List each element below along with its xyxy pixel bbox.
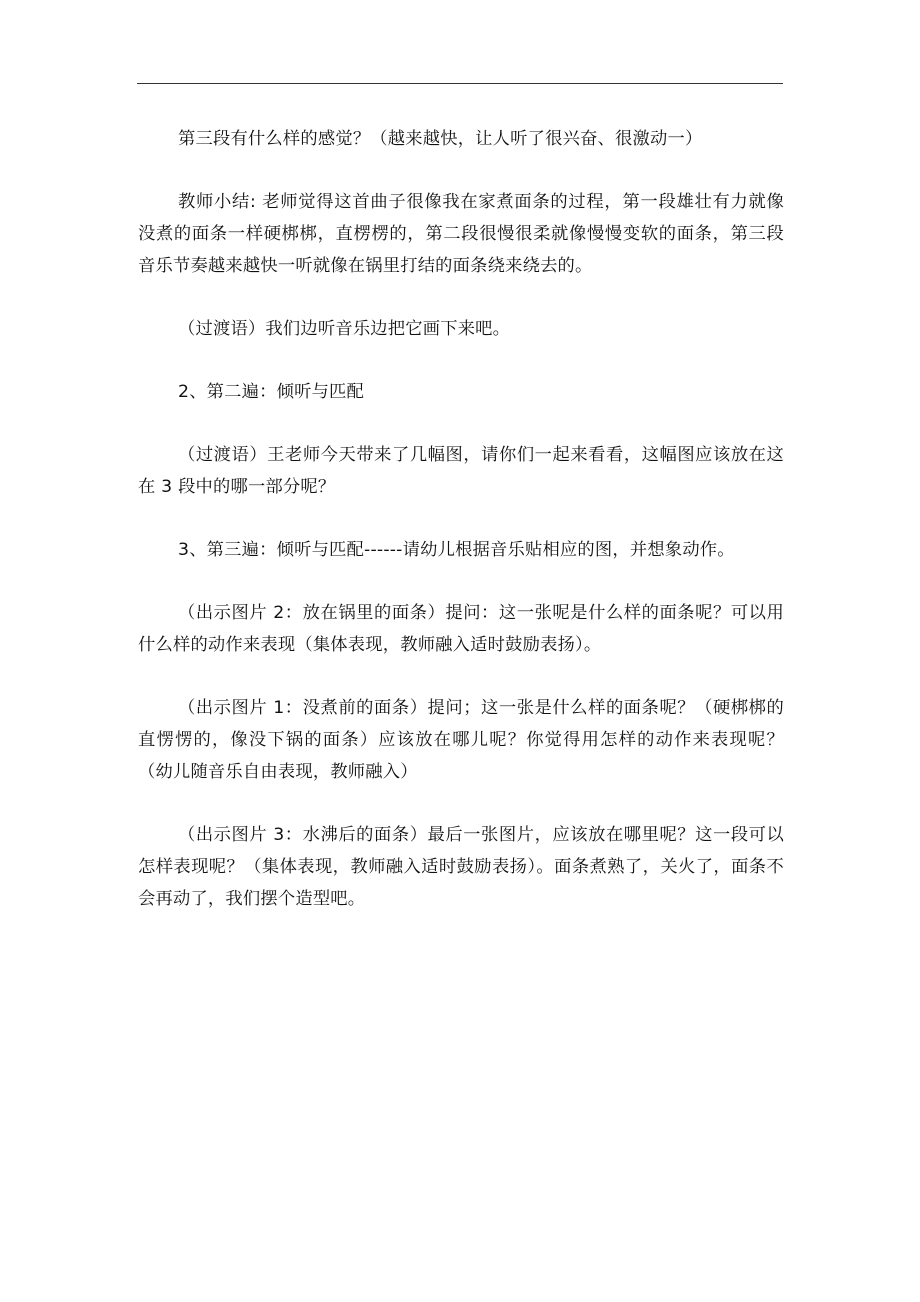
- paragraph-picture-3: （出示图片 3：水沸后的面条）最后一张图片，应该放在哪里呢？这一段可以怎样表现呢？（集体表现，教师融入适时鼓励表扬）。面条煮熟了，关火了，面条不会再动了，我们摆个造型吧。: [138, 825, 784, 909]
- paragraph-third-section-feeling: 第三段有什么样的感觉？（越来越快，让人听了很兴奋、很激动一）: [178, 129, 703, 149]
- paragraph-transition-pictures: （过渡语）王老师今天带来了几幅图，请你们一起来看看，这幅图应该放在这在 3 段中的哪一部分呢？: [138, 445, 784, 497]
- paragraph-second-listen: 2、第二遍：倾听与匹配: [178, 382, 365, 402]
- paragraph-transition-draw: （过渡语）我们边听音乐边把它画下来吧。: [178, 319, 511, 339]
- paragraph-teacher-summary: 教师小结: 老师觉得这首曲子很像我在家煮面条的过程，第一段雄壮有力就像没煮的面条一样硬梆梆，直楞楞的，第二段很慢很柔就像慢慢变软的面条，第三段音乐节奏越来越快一听就像在锅里打结的面条绕来绕去的。: [138, 192, 784, 276]
- header-rule: [137, 83, 783, 84]
- paragraph-picture-2: （出示图片 2：放在锅里的面条）提问：这一张呢是什么样的面条呢？可以用什么样的动作来表现（集体表现，教师融入适时鼓励表扬）。: [138, 603, 784, 655]
- paragraph-third-listen: 3、第三遍：倾听与匹配------请幼儿根据音乐贴相应的图，并想象动作。: [178, 540, 735, 560]
- paragraph-picture-1: （出示图片 1：没煮前的面条）提问；这一张是什么样的面条呢？（硬梆梆的直愣愣的，像没下锅的面条）应该放在哪儿呢？你觉得用怎样的动作来表现呢？（幼儿随音乐自由表现，教师融入）: [138, 698, 784, 782]
- document-body: [138, 123, 784, 915]
